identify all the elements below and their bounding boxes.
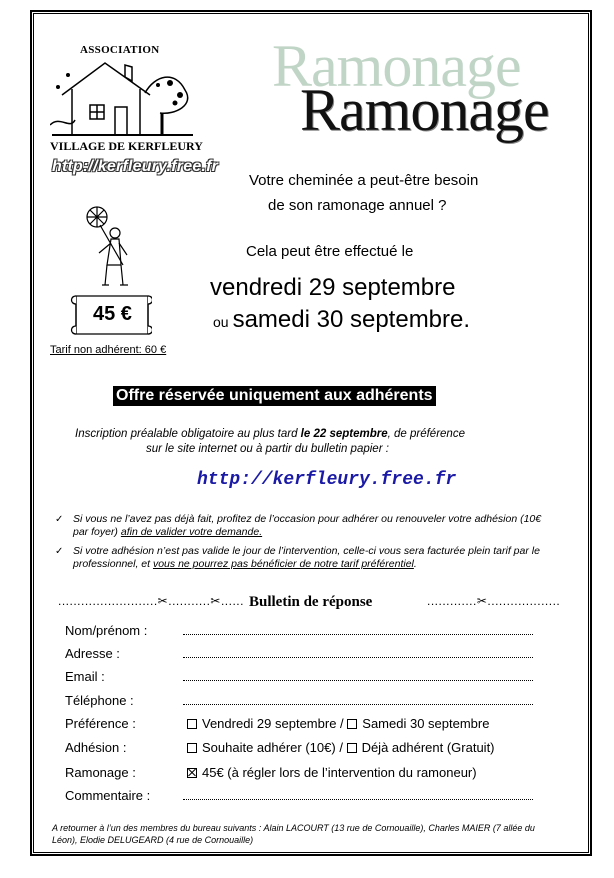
cut-line-right: .............✂................... <box>427 594 561 608</box>
bullet-1-text: Si vous ne l’avez pas déjà fait, profitez de l’occasion pour adhérer ou renouveler votre adhésion (10€ par foyer) <box>73 513 542 538</box>
label-preference: Préférence : <box>65 716 136 731</box>
bullet-2-end: . <box>413 558 417 570</box>
checkmark-icon: ✓ <box>55 514 64 525</box>
intro-line-2: de son ramonage annuel ? <box>268 197 447 214</box>
phone-field[interactable] <box>183 704 533 705</box>
date-saturday <box>213 306 470 334</box>
bullet-1-underlined: afin de valider votre demande. <box>120 526 263 538</box>
bullet-invalid-membership <box>73 545 553 571</box>
preference-options <box>187 716 489 731</box>
non-member-price: Tarif non adhérent: 60 € <box>50 344 167 356</box>
checkbox-member[interactable] <box>347 743 357 753</box>
price-amount: 45 € <box>93 303 132 325</box>
inscription-line-1 <box>75 428 465 440</box>
inscription-text-b: , de préférence <box>387 428 465 440</box>
logo-village-text: VILLAGE DE KERFLEURY <box>50 139 203 153</box>
bullet-2-underlined: vous ne pourrez pas bénéficier de notre tarif préférentiel <box>152 558 414 570</box>
label-phone: Téléphone : <box>65 693 134 708</box>
comment-field[interactable] <box>183 799 533 800</box>
option-join: Souhaite adhérer (10€) / <box>202 740 343 755</box>
inscription-line-2: sur le site internet ou à partir du bulletin papier : <box>146 443 389 455</box>
email-field[interactable] <box>183 680 533 681</box>
checkbox-join[interactable] <box>187 743 197 753</box>
bulletin-title: Bulletin de réponse <box>249 594 373 610</box>
label-email: Email : <box>65 669 105 684</box>
effect-text: Cela peut être effectué le <box>246 243 414 260</box>
intro-line-1: Votre cheminée a peut-être besoin <box>249 172 479 189</box>
sweeping-option <box>187 765 477 780</box>
logo-association-text: ASSOCIATION <box>80 44 160 56</box>
label-membership: Adhésion : <box>65 740 127 755</box>
offer-banner: Offre réservée uniquement aux adhérents <box>113 386 436 406</box>
address-field[interactable] <box>183 657 533 658</box>
date-friday: vendredi 29 septembre <box>210 274 456 301</box>
bullet-2-text: Si votre adhésion n’est pas valide le jour de l’intervention, celle-ci vous sera facturée plein tarif par le professionnel, et <box>73 545 540 570</box>
option-saturday: Samedi 30 septembre <box>362 716 490 731</box>
chimney-sweep-icon <box>85 205 140 290</box>
checkbox-saturday[interactable] <box>347 719 357 729</box>
inscription-deadline: le 22 septembre <box>300 428 388 440</box>
option-sweeping: 45€ (à régler lors de l’intervention du ramoneur) <box>202 765 477 780</box>
label-name: Nom/prénom : <box>65 623 148 638</box>
label-sweeping: Ramonage : <box>65 765 136 780</box>
website-link[interactable]: http://kerfleury.free.fr <box>197 470 457 490</box>
membership-options <box>187 740 495 755</box>
option-member: Déjà adhérent (Gratuit) <box>361 740 495 755</box>
bullet-membership <box>73 513 553 539</box>
footer-note: A retourner à l’un des membres du bureau suivants : Alain LACOURT (13 rue de Cornouaille), Charles MAIER (7 allée du Léon), Elodie DELUGEARD (4 rue de Cornouaille) <box>52 823 535 845</box>
page-title: Ramonage <box>300 77 549 143</box>
logo-url: http://kerfleury.free.fr <box>52 158 219 175</box>
title-shadow: Ramonage <box>272 33 521 99</box>
label-comment: Commentaire : <box>65 788 151 803</box>
checkmark-icon: ✓ <box>55 546 64 557</box>
date-saturday-text: samedi 30 septembre. <box>232 306 471 333</box>
checkbox-sweeping[interactable] <box>187 768 197 778</box>
checkbox-friday[interactable] <box>187 719 197 729</box>
house-logo-icon <box>50 55 195 140</box>
cut-line-left: ..........................✂...........✂...... <box>58 594 244 608</box>
inscription-text-a: Inscription préalable obligatoire au plus tard <box>75 428 301 440</box>
label-address: Adresse : <box>65 646 120 661</box>
name-field[interactable] <box>183 634 533 635</box>
date-or-prefix: ou <box>213 314 229 330</box>
option-friday: Vendredi 29 septembre / <box>202 716 344 731</box>
